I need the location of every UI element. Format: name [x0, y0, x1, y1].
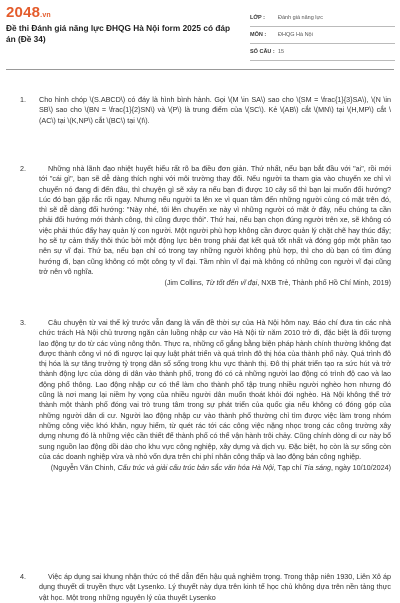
citation-suffix: , NXB Trẻ, Thành phố Hồ Chí Minh, 2019) [257, 278, 391, 288]
question-body [39, 164, 391, 289]
citation-journal: Tia sáng [303, 463, 332, 473]
question-text: Những nhà lãnh đạo nhiệt huyết hiểu rất rõ ba điều đơn giản. Thứ nhất, nếu bạn bắt đầu với "ai", rồi mới tới "cái gì", bạn sẽ dễ dàng thích nghi với môi trường thay đổi. Nếu người ta tham gia vào chuyến xe chỉ vì chuyến nó đang đi đến đâu, thì chuyện gì sẽ xảy ra nếu bạn đi được 10 cây số thì bạn lại muốn đổi hướng? Lúc đó bạn gặp rắc rối ngay. Nhưng nếu người ta lên xe vì quan tâm đến những người cùng có mặt trên đó, thì sẽ dễ dàng đổi hướng: "Này nhé, tôi lên chuyến xe này vì những người có mặt ở đây, nếu chúng ta cần phải đổi hướng mới thành công, thì cũng được thôi". Thứ hai, nếu bạn chọn đúng người trên xe, sẽ không có việc phải thúc đẩy hay quản lý con người. Một người phù hợp không cần được quản lý chặt chẽ hay thúc đẩy; họ sẽ tự cảm thấy thôi thúc bởi một động lực bên trong phải đạt kết quả tốt nhất và đóng góp một phần tạo nên sự vĩ đại. Thứ ba, nếu bạn chỉ có trong tay những người không phù hợp, thì cho dù bạn có tìm đúng hướng đi, bạn cũng không có một công ty vĩ đại. Tầm nhìn vĩ đại mà không có những con người vĩ đại cũng trở nên vô nghĩa. [39, 164, 391, 276]
question-2 [10, 164, 390, 289]
citation-title: Từ tốt đến vĩ đại [205, 278, 258, 288]
header-divider [6, 69, 394, 70]
meta-value: 15 [278, 49, 285, 55]
citation-mid: , Tạp chí [273, 463, 304, 473]
meta-value: Đánh giá năng lực [278, 15, 323, 21]
question-number: 1. [20, 95, 26, 104]
question-number: 2. [20, 164, 26, 173]
site-logo[interactable] [6, 4, 51, 21]
logo-suffix: .vn [40, 12, 51, 19]
citation-title: Cấu trúc và giải cấu trúc bản sắc văn hóa Hà Nội [117, 463, 274, 473]
meta-value: ĐHQG Hà Nội [278, 32, 313, 38]
page-header [0, 0, 400, 62]
question-text: Việc áp dụng sai khung nhận thức có thể dẫn đến hậu quả nghiêm trọng. Trong thập niên 1930, Liên Xô áp dụng thuyết di truyền thực vật Lysenko. Lý thuyết này dựa trên kinh tế học chủ không dựa trên nền tảng thực vật học. Một trong những nguyên lý của thuyết Lysenko [39, 572, 391, 602]
question-citation [39, 463, 391, 473]
question-number: 4. [20, 572, 26, 581]
question-number: 3. [20, 318, 26, 327]
meta-row-class [250, 10, 395, 27]
question-4 [10, 572, 390, 603]
question-text: Câu chuyện từ vai thế kỷ trước vẫn đang là vấn đề thời sự của Hà Nội hôm nay. Báo chí đưa tin các nhà chức trách Hà Nội chủ trương ngăn cản luồng nhập cư vào Hà Nội từ năm 2010 trở đi, đặc biệt là đối tượng lao động tự do từ các vùng nông thôn. Thực ra, những cố gắng bằng biện pháp hành chính thường không đạt được thành công vì nó đi ngược lại quy luật phát triển và quá trình đô thị hóa của thành phố này. Quá trình đô thị hóa là sự tăng trưởng tỷ trọng dân số sống trong khu vực thành thị. Đô thị phát triển tạo ra sức hút và trở thành động lực của dòng di dân vào thành phố, trong đó có cả những người lao động có trình độ cao và lao động phổ thông. Lao động nhập cư có thể làm cho thành phố tập trung nhiều người nghèo hơn nhưng đó cũng là nơi mang lại niềm hy vọng của nhiều người dân muốn thoát khỏi đói nghèo. Hà Nội không thể trở thành một thành phố đóng vai trò trung tâm trong sự phát triển của quốc gia nếu không có đóng góp của những người dân di cư. Người lao động nhập cư vào thành phố thường chỉ tìm được việc làm trong nhóm những công việc khó khăn, nguy hiểm, từ quét rác tới các công việc nặng nhọc trong các công trường xây dựng nhưng đó là những việc cần thiết để thành phố có thể vận hành trôi chảy. Cũng chính dòng di cư này bổ sung nguồn lao động dồi dào cho khu vực công nghiệp, xây dựng và dịch vụ. Đặc biệt, họ còn là sự sống còn của các doanh nghiệp vừa và nhỏ vốn dựa trên chi phí nhân công thấp và lao động bán công nghiệp. [39, 318, 391, 461]
meta-key: LỚP : [250, 15, 265, 21]
question-citation [39, 278, 391, 288]
exam-meta-box [250, 10, 395, 61]
meta-key: MÔN : [250, 32, 267, 38]
citation-suffix: , ngày 10/10/2024) [331, 463, 391, 473]
exam-title: Đề thi Đánh giá năng lực ĐHQG Hà Nội form 2025 có đáp án (Đề 34) [6, 23, 231, 44]
meta-key: SỐ CÂU : [250, 49, 275, 55]
question-text: Cho hình chóp \(S.ABCD\) có đáy là hình bình hành. Gọi \(M \in SA\) sao cho \(SM = \frac{1}{3}SA\), \(N \in SB\) sao cho \(BN = \frac{1}{2}SN\) và \(P\) là trung điểm của \(SC\). Kẻ \(AB\) cắt \(MN\) tại \(H,MP\) cắt \(AC\) tại \(K,NP\) cắt \(BC\) tại \(I\). [39, 95, 391, 125]
question-3 [10, 318, 390, 473]
question-body [39, 318, 391, 473]
citation-prefix: (Jim Collins, [164, 278, 206, 288]
meta-row-subject [250, 27, 395, 44]
meta-row-count [250, 44, 395, 61]
logo-main: 2048 [6, 4, 41, 21]
question-1 [10, 95, 390, 126]
citation-prefix: (Nguyễn Văn Chinh, [50, 463, 118, 473]
